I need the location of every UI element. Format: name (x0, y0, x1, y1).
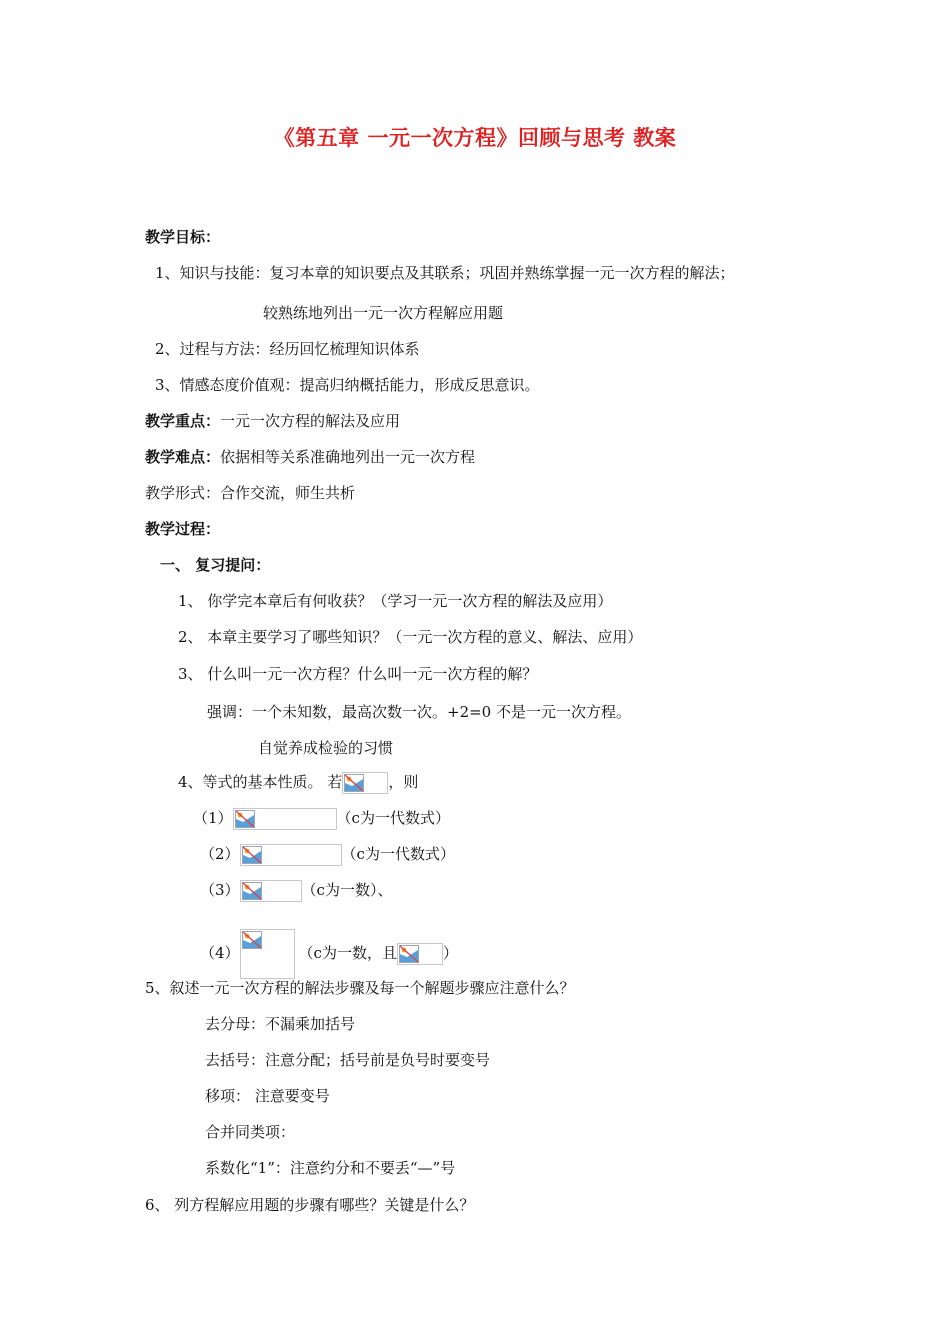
teaching-form: 教学形式：合作交流，师生共析 (145, 484, 356, 502)
question-2: 2、 本章主要学习了哪些知识？（一元一次方程的意义、解法、应用） (178, 628, 643, 646)
property-1 (193, 807, 450, 830)
property-3-label: （3） (200, 881, 240, 899)
equation-image (342, 772, 388, 794)
fraction-image (240, 929, 295, 979)
property-2-label: （2） (200, 845, 240, 863)
difficulty-text: 依据相等关系准确地列出一元一次方程 (220, 448, 476, 466)
difficulty-label: 教学难点： (145, 448, 221, 466)
question-6: 6、 列方程解应用题的步骤有哪些？关键是什么？ (145, 1196, 475, 1214)
broken-image-icon (242, 846, 262, 864)
condition-image (397, 943, 443, 965)
question-4-suffix: ，则 (388, 773, 419, 791)
property-4-note-a: （c为一数，且 (298, 944, 397, 962)
solve-step-1: 去分母：不漏乘加括号 (205, 1015, 356, 1033)
goals-heading: 教学目标： (145, 228, 221, 246)
key-point (145, 410, 400, 432)
solve-step-4: 合并同类项： (205, 1123, 296, 1141)
property-4-note-b: ） (442, 944, 458, 962)
key-point-label: 教学重点： (145, 412, 221, 430)
property-3-note: （c为一数）、 (301, 881, 393, 899)
document-title: 《第五章 一元一次方程》回顾与思考 教案 (273, 126, 677, 150)
broken-image-icon (242, 882, 262, 900)
property-1-note: （c为一代数式） (336, 809, 450, 827)
process-heading: 教学过程： (145, 520, 221, 538)
property-1-label: （1） (193, 809, 233, 827)
solve-step-5: 系数化“1”：注意约分和不要丢“—”号 (205, 1159, 456, 1177)
broken-image-icon (242, 931, 262, 949)
question-1: 1、 你学完本章后有何收获？（学习一元一次方程的解法及应用） (178, 592, 613, 610)
property-2-note: （c为一代数式） (341, 845, 455, 863)
question-3: 3、 什么叫一元一次方程？什么叫一元一次方程的解？ (178, 665, 538, 683)
broken-image-icon (399, 945, 419, 963)
emphasis-note: 强调：一个未知数，最高次数一次。+2=0 不是一元一次方程。 (207, 703, 631, 721)
solve-step-2: 去括号：注意分配；括号前是负号时要变号 (205, 1051, 491, 1069)
equation-image (233, 808, 337, 830)
property-3 (200, 879, 392, 902)
broken-image-icon (344, 774, 364, 792)
goal-item-1: 1、知识与技能：复习本章的知识要点及其联系；巩固并熟练掌握一元一次方程的解法； (155, 264, 735, 282)
solve-step-3: 移项： 注意要变号 (205, 1087, 330, 1105)
goal-item-2: 2、过程与方法：经历回忆梳理知识体系 (155, 340, 420, 358)
goal-item-3: 3、情感态度价值观：提高归纳概括能力，形成反思意识。 (155, 376, 540, 394)
section-review-heading: 一、 复习提问： (160, 556, 271, 574)
equation-image (240, 844, 342, 866)
difficulty (145, 446, 475, 468)
key-point-text: 一元一次方程的解法及应用 (220, 412, 401, 430)
question-4 (178, 771, 418, 794)
question-4-prefix: 4、等式的基本性质。 若 (178, 773, 343, 791)
habit-note: 自觉养成检验的习惯 (258, 739, 394, 757)
property-4-label: （4） (200, 944, 240, 962)
goal-item-1-cont: 较熟练地列出一元一次方程解应用题 (263, 304, 504, 322)
question-5: 5、叙述一元一次方程的解法步骤及每一个解题步骤应注意什么？ (145, 979, 575, 997)
property-4 (200, 929, 458, 979)
property-2 (200, 843, 455, 866)
broken-image-icon (235, 810, 255, 828)
equation-image (240, 880, 302, 902)
